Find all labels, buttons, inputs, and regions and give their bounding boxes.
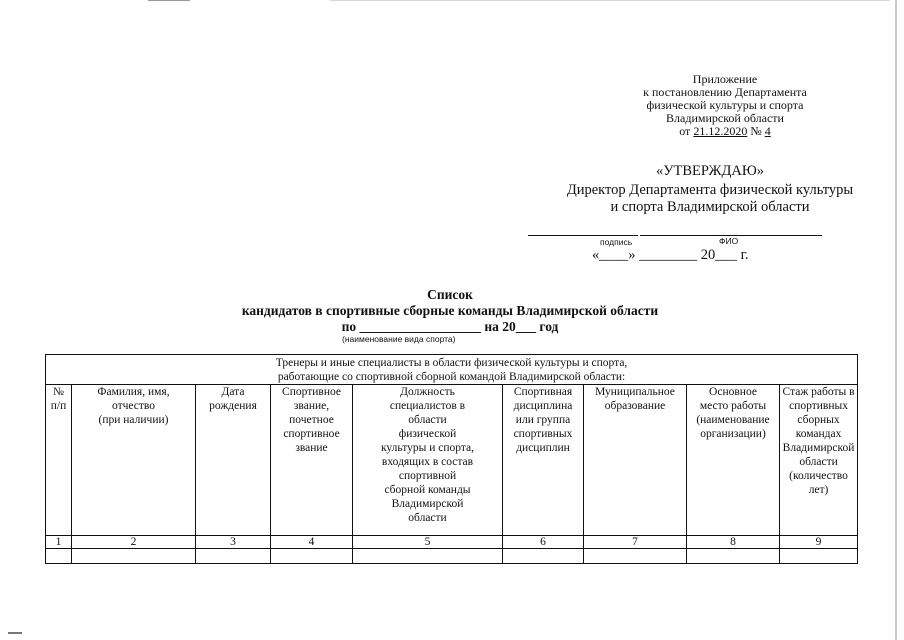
column-header-cell — [196, 385, 271, 536]
empty-data-row — [46, 549, 858, 564]
approval-heading: «УТВЕРЖДАЮ» — [656, 163, 764, 179]
appendix-line: Владимирской области — [666, 111, 784, 125]
column-header-line: организации) — [700, 428, 766, 440]
fio-caption: ФИО — [719, 236, 739, 246]
appendix-block — [600, 73, 850, 138]
empty-cell — [196, 549, 271, 564]
scan-artifact-mark — [8, 632, 22, 634]
empty-cell — [353, 549, 503, 564]
scan-page-edge — [895, 0, 897, 640]
group-header-row — [46, 355, 858, 385]
column-number-cell: 9 — [780, 536, 858, 549]
column-header-line: (количество — [789, 470, 848, 482]
group-header-line: Тренеры и иные специалисты в области физической культуры и спорта, — [275, 357, 628, 369]
column-header-line: спортивных — [513, 428, 573, 440]
signature-caption: подпись — [600, 237, 633, 247]
column-header-line: лет) — [808, 484, 829, 496]
document-title — [160, 287, 740, 335]
scan-artifact-line — [330, 0, 890, 1]
empty-cell — [271, 549, 353, 564]
column-header-line: сборных — [797, 414, 840, 426]
column-header-line: сборной команды — [384, 484, 471, 496]
decree-date: 21.12.2020 — [693, 124, 748, 138]
group-header-line: работающие со спортивной сборной командой Владимирской области: — [277, 371, 626, 383]
column-header-line: Стаж работы в — [782, 386, 855, 398]
column-header-cell — [72, 385, 196, 536]
empty-cell — [687, 549, 780, 564]
column-header-line: Спортивная — [513, 386, 573, 398]
column-header-line: (при наличии) — [98, 414, 169, 426]
column-number-cell: 6 — [503, 536, 584, 549]
column-header-line: специалистов в — [389, 400, 466, 412]
approver-position: и спорта Владимирской области — [610, 199, 810, 215]
column-number-cell: 5 — [353, 536, 503, 549]
column-header-line: спортивной — [398, 470, 457, 482]
column-header-line: области — [408, 512, 447, 524]
column-number-cell: 2 — [72, 536, 196, 549]
column-header-line: физической — [398, 428, 457, 440]
column-header-line: Спортивное — [282, 386, 341, 398]
title-line: по __________________ на 20___ год — [341, 319, 559, 334]
column-header-line: культуры и спорта, — [381, 442, 474, 454]
sport-caption: (наименование вида спорта) — [342, 334, 456, 344]
column-header-line: Должность — [400, 386, 455, 398]
column-number-cell: 8 — [687, 536, 780, 549]
approval-block — [520, 163, 900, 216]
column-header-line: командах — [795, 428, 842, 440]
column-number-cell: 7 — [584, 536, 687, 549]
column-header-line: образование — [604, 400, 666, 412]
column-header-line: Муниципальное — [595, 386, 675, 398]
empty-cell — [780, 549, 858, 564]
column-header-cell — [584, 385, 687, 536]
column-number-cell: 3 — [196, 536, 271, 549]
column-header-line: Владимирской — [391, 498, 464, 510]
column-header-row — [46, 385, 858, 536]
column-header-line: спортивное — [283, 428, 340, 440]
empty-cell — [72, 549, 196, 564]
appendix-line: к постановлению Департамента — [643, 85, 807, 99]
column-header-line: Дата — [221, 386, 245, 398]
column-header-line: звание, — [293, 400, 330, 412]
column-header-line: место работы — [699, 400, 767, 412]
appendix-date-line — [600, 125, 850, 138]
column-header-line: дисциплина — [513, 400, 573, 412]
scan-artifact-line — [148, 0, 190, 1]
column-header-line: Владимирской — [782, 442, 855, 454]
column-header-cell — [271, 385, 353, 536]
column-header-line: Фамилия, имя, — [97, 386, 170, 398]
column-header-line: дисциплин — [516, 442, 570, 454]
appendix-line: Приложение — [692, 72, 758, 86]
appendix-line: физической культуры и спорта — [646, 98, 804, 112]
column-header-line: области — [799, 456, 838, 468]
column-header-line: спортивных — [789, 400, 848, 412]
column-header-line: рождения — [209, 400, 257, 412]
number-sign: № — [750, 124, 762, 138]
column-header-line: № — [53, 386, 64, 398]
column-header-line: или группа — [515, 414, 571, 426]
column-number-cell: 1 — [46, 536, 72, 549]
column-header-line: области — [408, 414, 447, 426]
group-header-cell — [46, 355, 858, 385]
column-number-row — [46, 536, 858, 549]
column-number-cell: 4 — [271, 536, 353, 549]
column-header-line: входящих в состав — [381, 456, 474, 468]
empty-cell — [503, 549, 584, 564]
candidates-table — [45, 354, 858, 564]
column-header-cell — [46, 385, 72, 536]
column-header-line: (наименование — [696, 414, 770, 426]
column-header-line: звание — [295, 442, 328, 454]
title-line: Список — [427, 287, 473, 302]
column-header-cell — [687, 385, 780, 536]
empty-cell — [46, 549, 72, 564]
column-header-line: почетное — [289, 414, 334, 426]
decree-number: 4 — [764, 124, 771, 138]
column-header-line: п/п — [50, 400, 67, 412]
column-header-cell — [503, 385, 584, 536]
column-header-line: отчество — [111, 400, 156, 412]
approval-date-line: «____» ________ 20___ г. — [592, 247, 749, 263]
column-header-cell — [353, 385, 503, 536]
signature-line — [528, 235, 638, 236]
column-header-cell — [780, 385, 858, 536]
approver-position: Директор Департамента физической культуры — [566, 182, 854, 198]
empty-cell — [584, 549, 687, 564]
date-prefix: от — [679, 124, 691, 138]
title-line: кандидатов в спортивные сборные команды Владимирской области — [241, 303, 659, 318]
column-header-line: Основное — [709, 386, 757, 398]
